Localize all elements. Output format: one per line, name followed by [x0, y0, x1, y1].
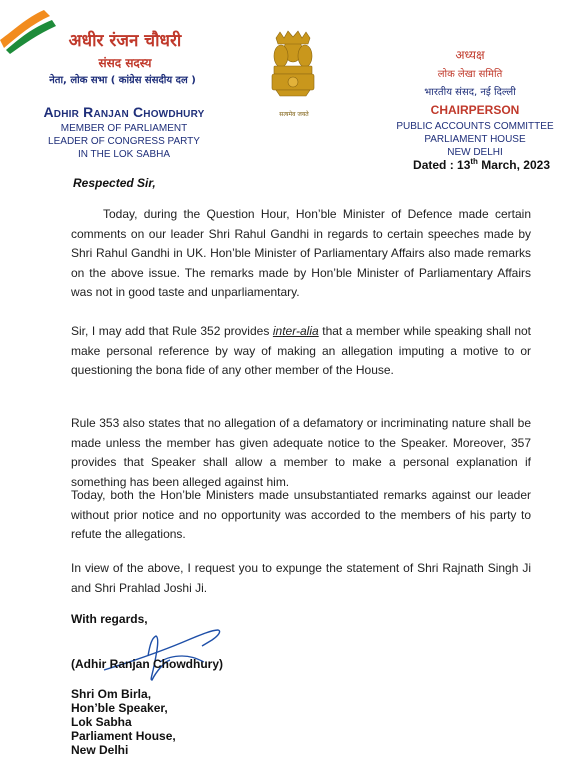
body-paragraph-3: Rule 353 also states that no allegation of a defamatory or incriminating nature shall be made unless the member has given adequate notice to the Speaker. Moreover, 357 provides that Speaker shall allow a member to make a personal explanation if something has been alleged against him. [71, 416, 531, 489]
role-line: LEADER OF CONGRESS PARTY [48, 136, 200, 147]
place-hindi: भारतीय संसद, नई दिल्ली [424, 87, 516, 98]
address-line: Parliament House, [71, 729, 176, 743]
state-emblem-icon [266, 30, 320, 110]
salutation: Respected Sir, [73, 176, 156, 190]
address-line: Shri Om Birla, [71, 687, 152, 701]
body-paragraph-1: Today, during the Question Hour, Hon’ble Minister of Defence made certain comments on our leader Shri Rahul Gandhi in regards to certain speeches made by Shri Rahul Gandhi in UK. Hon’ble Minister of Parliamentary Affairs also made remarks on the above issue. The remarks made by Hon’ble Minister of Parliamentary Affairs was not in good taste and unparliamentary. [71, 207, 531, 299]
body-paragraph-5: In view of the above, I request you to expunge the statement of Shri Rajnath Singh Ji and Shri Prahlad Joshi Ji. [71, 561, 531, 595]
committee-line: PUBLIC ACCOUNTS COMMITTEE [396, 121, 554, 132]
committee-hindi: लोक लेखा समिति [437, 69, 503, 80]
committee-line: PARLIAMENT HOUSE [424, 134, 526, 145]
emblem-motto: सत्यमेव जयते [279, 111, 309, 118]
name-hindi: अधीर रंजन चौधरी [68, 31, 182, 51]
closing: With regards, [71, 612, 148, 626]
role-english [0, 122, 248, 161]
body-paragraph-2: Sir, I may add that Rule 352 provides inter-alia that a member while speaking shall not make personal reference by way of making an allegation imputing a motive to or questioning the bona fide of any other member of the House. [71, 324, 532, 377]
emphasis-inter-alia: inter-alia [272, 324, 319, 338]
body-paragraph-4: Today, both the Hon’ble Ministers made unsubstantiated remarks against our leader without prior notice and no opportunity was accorded to the members of his party to refute the allegations. [71, 488, 531, 541]
committee-english [385, 120, 565, 159]
committee-line: NEW DELHI [447, 147, 503, 158]
recipient-address [71, 687, 176, 757]
address-line: Hon’ble Speaker, [71, 701, 168, 715]
mp-title-hindi: संसद सदस्य [98, 56, 152, 70]
role-line: IN THE LOK SABHA [77, 149, 171, 160]
name-english: Adhir Ranjan Chowdhury [43, 104, 205, 120]
signatory-name: (Adhir Ranjan Chowdhury) [71, 657, 223, 671]
address-line: New Delhi [71, 743, 129, 757]
chairperson-hindi: अध्यक्ष [455, 48, 485, 62]
leader-title-hindi: नेता, लोक सभा ( कांग्रेस संसदीय दल ) [49, 75, 196, 86]
handwritten-signature [100, 622, 230, 684]
letter-date: Dated : 13th March, 2023 [413, 157, 550, 172]
role-line: MEMBER OF PARLIAMENT [60, 123, 188, 134]
address-line: Lok Sabha [71, 715, 132, 729]
chairperson-english: CHAIRPERSON [430, 103, 520, 117]
